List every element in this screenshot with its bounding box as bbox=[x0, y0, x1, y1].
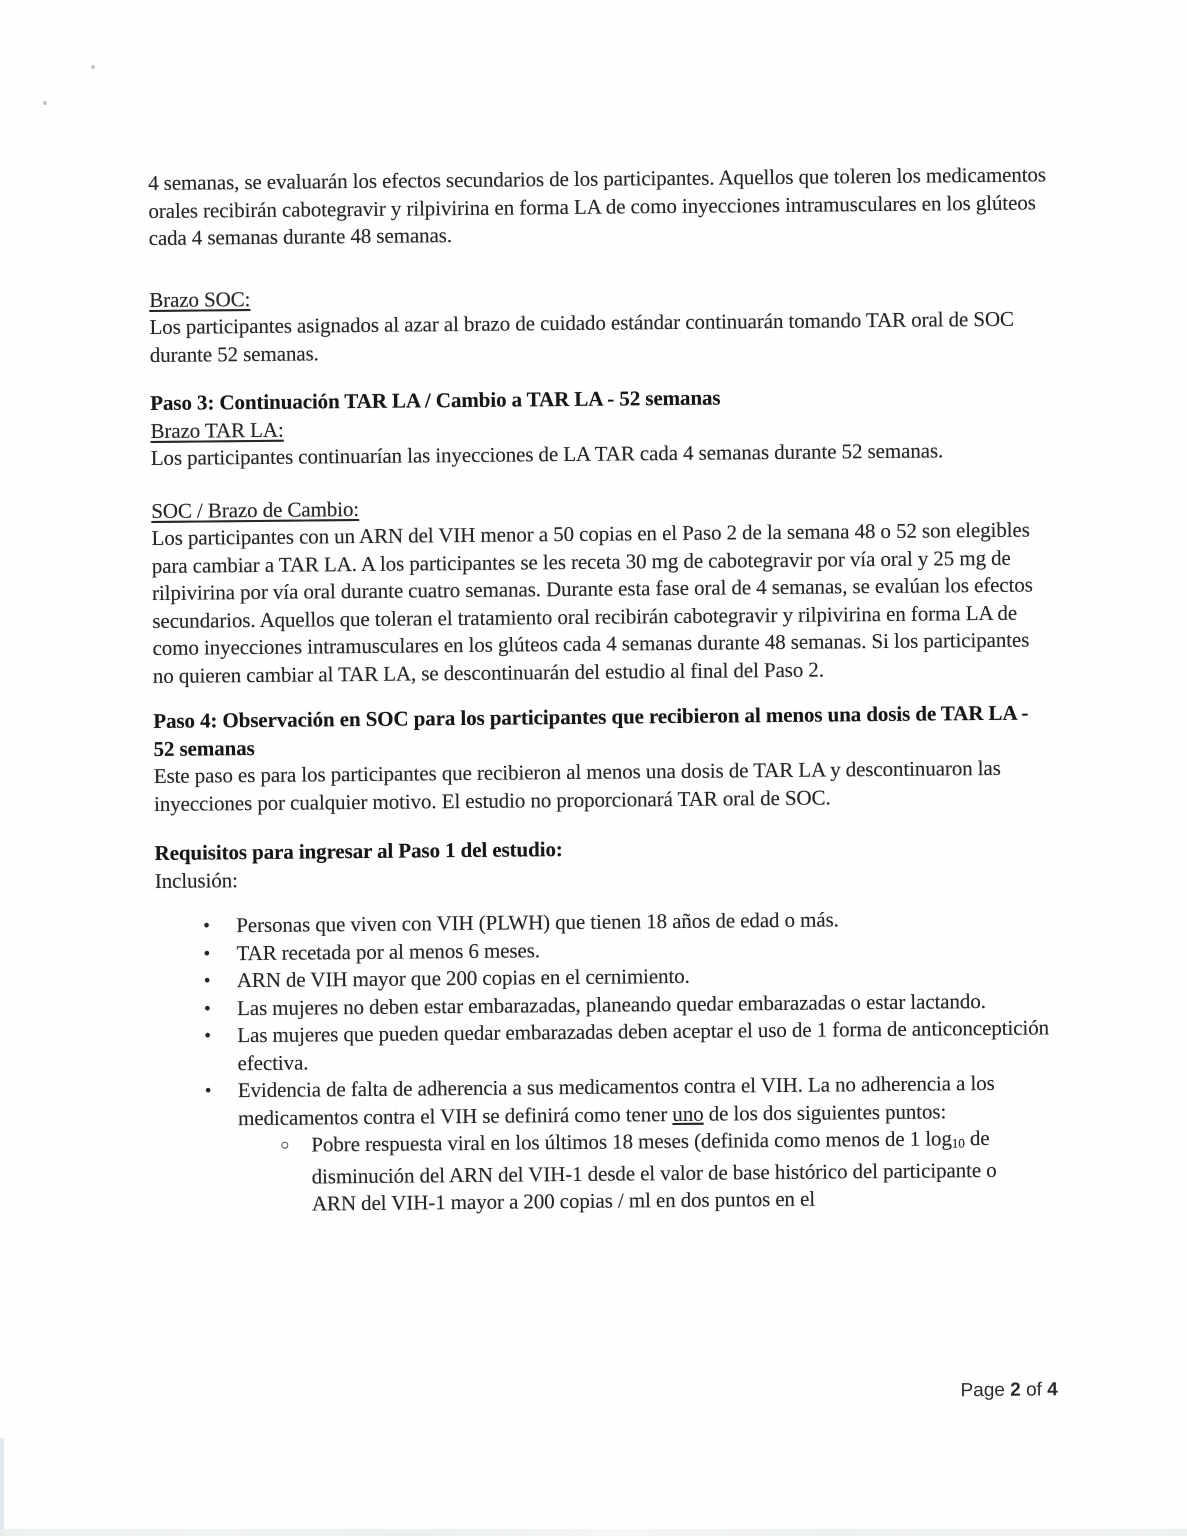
footer-of-text: of bbox=[1020, 1379, 1048, 1401]
paso-4-heading: Paso 4: Observación en SOC para los participantes que recibieron al menos una dosis de TAR LA - 52 semanas bbox=[153, 700, 1029, 761]
scan-edge-artifact-bottom bbox=[0, 1529, 1187, 1536]
adherence-text-after: de los dos siguientes puntos: bbox=[703, 1098, 947, 1126]
list-item: • TAR recetada por al menos 6 meses. bbox=[203, 932, 1055, 968]
scan-edge-artifact-left bbox=[0, 1438, 4, 1536]
list-item: • Las mujeres no deben estar embarazadas, planeando quedar embarazadas o estar lactando. bbox=[204, 987, 1056, 1023]
section-paso-3 bbox=[150, 381, 1051, 472]
list-item: • ARN de VIH mayor que 200 copias en el cernimiento. bbox=[204, 959, 1056, 995]
section-brazo-soc bbox=[149, 278, 1050, 369]
brazo-soc-heading: Brazo SOC: bbox=[149, 286, 251, 312]
soc-brazo-cambio-body: Los participantes con un ARN del VIH menor a 50 copias en el Paso 2 de la semana 48 o 52 son elegibles para cambiar a TAR LA. A los participantes se les receta 30 mg de cabotegravir por vía oral y 25 mg de rilpivirina por vía oral durante cuatro semanas. Durante esta fase oral de 4 semanas, se evalúan los efectos secundarios. Aquellos que toleran el tratamiento oral recibirán cabotegravir y rilpivirina en forma LA de como inyecciones intramusculares en los glúteos cada 4 semanas durante 48 semanas. Si los participantes no quieren cambiar al TAR LA, se descontinuarán del estudio al final del Paso 2. bbox=[151, 517, 1033, 688]
footer-total-pages: 4 bbox=[1047, 1379, 1058, 1401]
soc-brazo-cambio-heading: SOC / Brazo de Cambio: bbox=[151, 496, 360, 523]
list-item: • Las mujeres que pueden quedar embarazadas deben aceptar el uso de 1 forma de anticonceptición efectiva. bbox=[204, 1014, 1056, 1077]
footer-label: Page bbox=[960, 1379, 1011, 1402]
list-item-adherence bbox=[205, 1069, 1058, 1219]
inclusion-criteria-list bbox=[155, 904, 1058, 1219]
brazo-tar-la-heading: Brazo TAR LA: bbox=[150, 417, 284, 443]
adherence-criteria-sublist bbox=[238, 1124, 1058, 1219]
paragraph-oral-phase-continuation: 4 semanas, se evaluarán los efectos secundarios de los participantes. Aquellos que toleren los medicamentos orales recibirán cabotegravir y rilpivirina en forma LA de como inyecciones intramusculares en los glúteos cada 4 semanas durante 48 semanas. bbox=[148, 162, 1047, 250]
section-soc-brazo-cambio bbox=[151, 489, 1053, 690]
list-item: • Personas que viven con VIH (PLWH) que tienen 18 años de edad o más. bbox=[203, 904, 1055, 940]
page-content bbox=[148, 161, 1058, 1402]
brazo-tar-la-body: Los participantes continuarían las inyecciones de LA TAR cada 4 semanas durante 52 semanas. bbox=[150, 438, 944, 470]
requisitos-heading: Requisitos para ingresar al Paso 1 del estudio: bbox=[154, 837, 563, 865]
section-requisitos bbox=[154, 831, 1054, 895]
section-paso-4 bbox=[153, 699, 1054, 818]
scan-speck bbox=[91, 65, 95, 69]
paso-3-heading: Paso 3: Continuación TAR LA / Cambio a TAR LA - 52 semanas bbox=[150, 385, 721, 415]
sub-list-item-viral-response bbox=[280, 1125, 1032, 1219]
adherence-underlined-word: uno bbox=[672, 1101, 704, 1126]
paso-4-body: Este paso es para los participantes que recibieron al menos una dosis de TAR LA y descontinuaron las inyecciones por cualquier motivo. El estudio no proporcionará TAR oral de SOC. bbox=[153, 755, 1001, 816]
brazo-soc-body: Los participantes asignados al azar al brazo de cuidado estándar continuarán tomando TAR oral de SOC durante 52 semanas. bbox=[149, 306, 1014, 367]
adherence-text-before: Evidencia de falta de adherencia a sus medicamentos contra el VIH. La no adherencia a los medicamentos contra el VIH se definirá como tener bbox=[237, 1070, 995, 1130]
viral-response-text-continued: de disminución del ARN del VIH-1 desde el valor de base histórico del participante o ARN del VIH-1 mayor a 200 copias / ml en dos puntos en el bbox=[311, 1125, 997, 1216]
log-subscript: 10 bbox=[951, 1135, 965, 1151]
page-number-footer bbox=[960, 1379, 1057, 1402]
footer-page-number: 2 bbox=[1010, 1379, 1021, 1401]
inclusion-subheading: Inclusión: bbox=[154, 867, 238, 893]
viral-response-text: Pobre respuesta viral en los últimos 18 meses (definida como menos de 1 log bbox=[311, 1126, 952, 1157]
scan-speck bbox=[43, 101, 47, 105]
